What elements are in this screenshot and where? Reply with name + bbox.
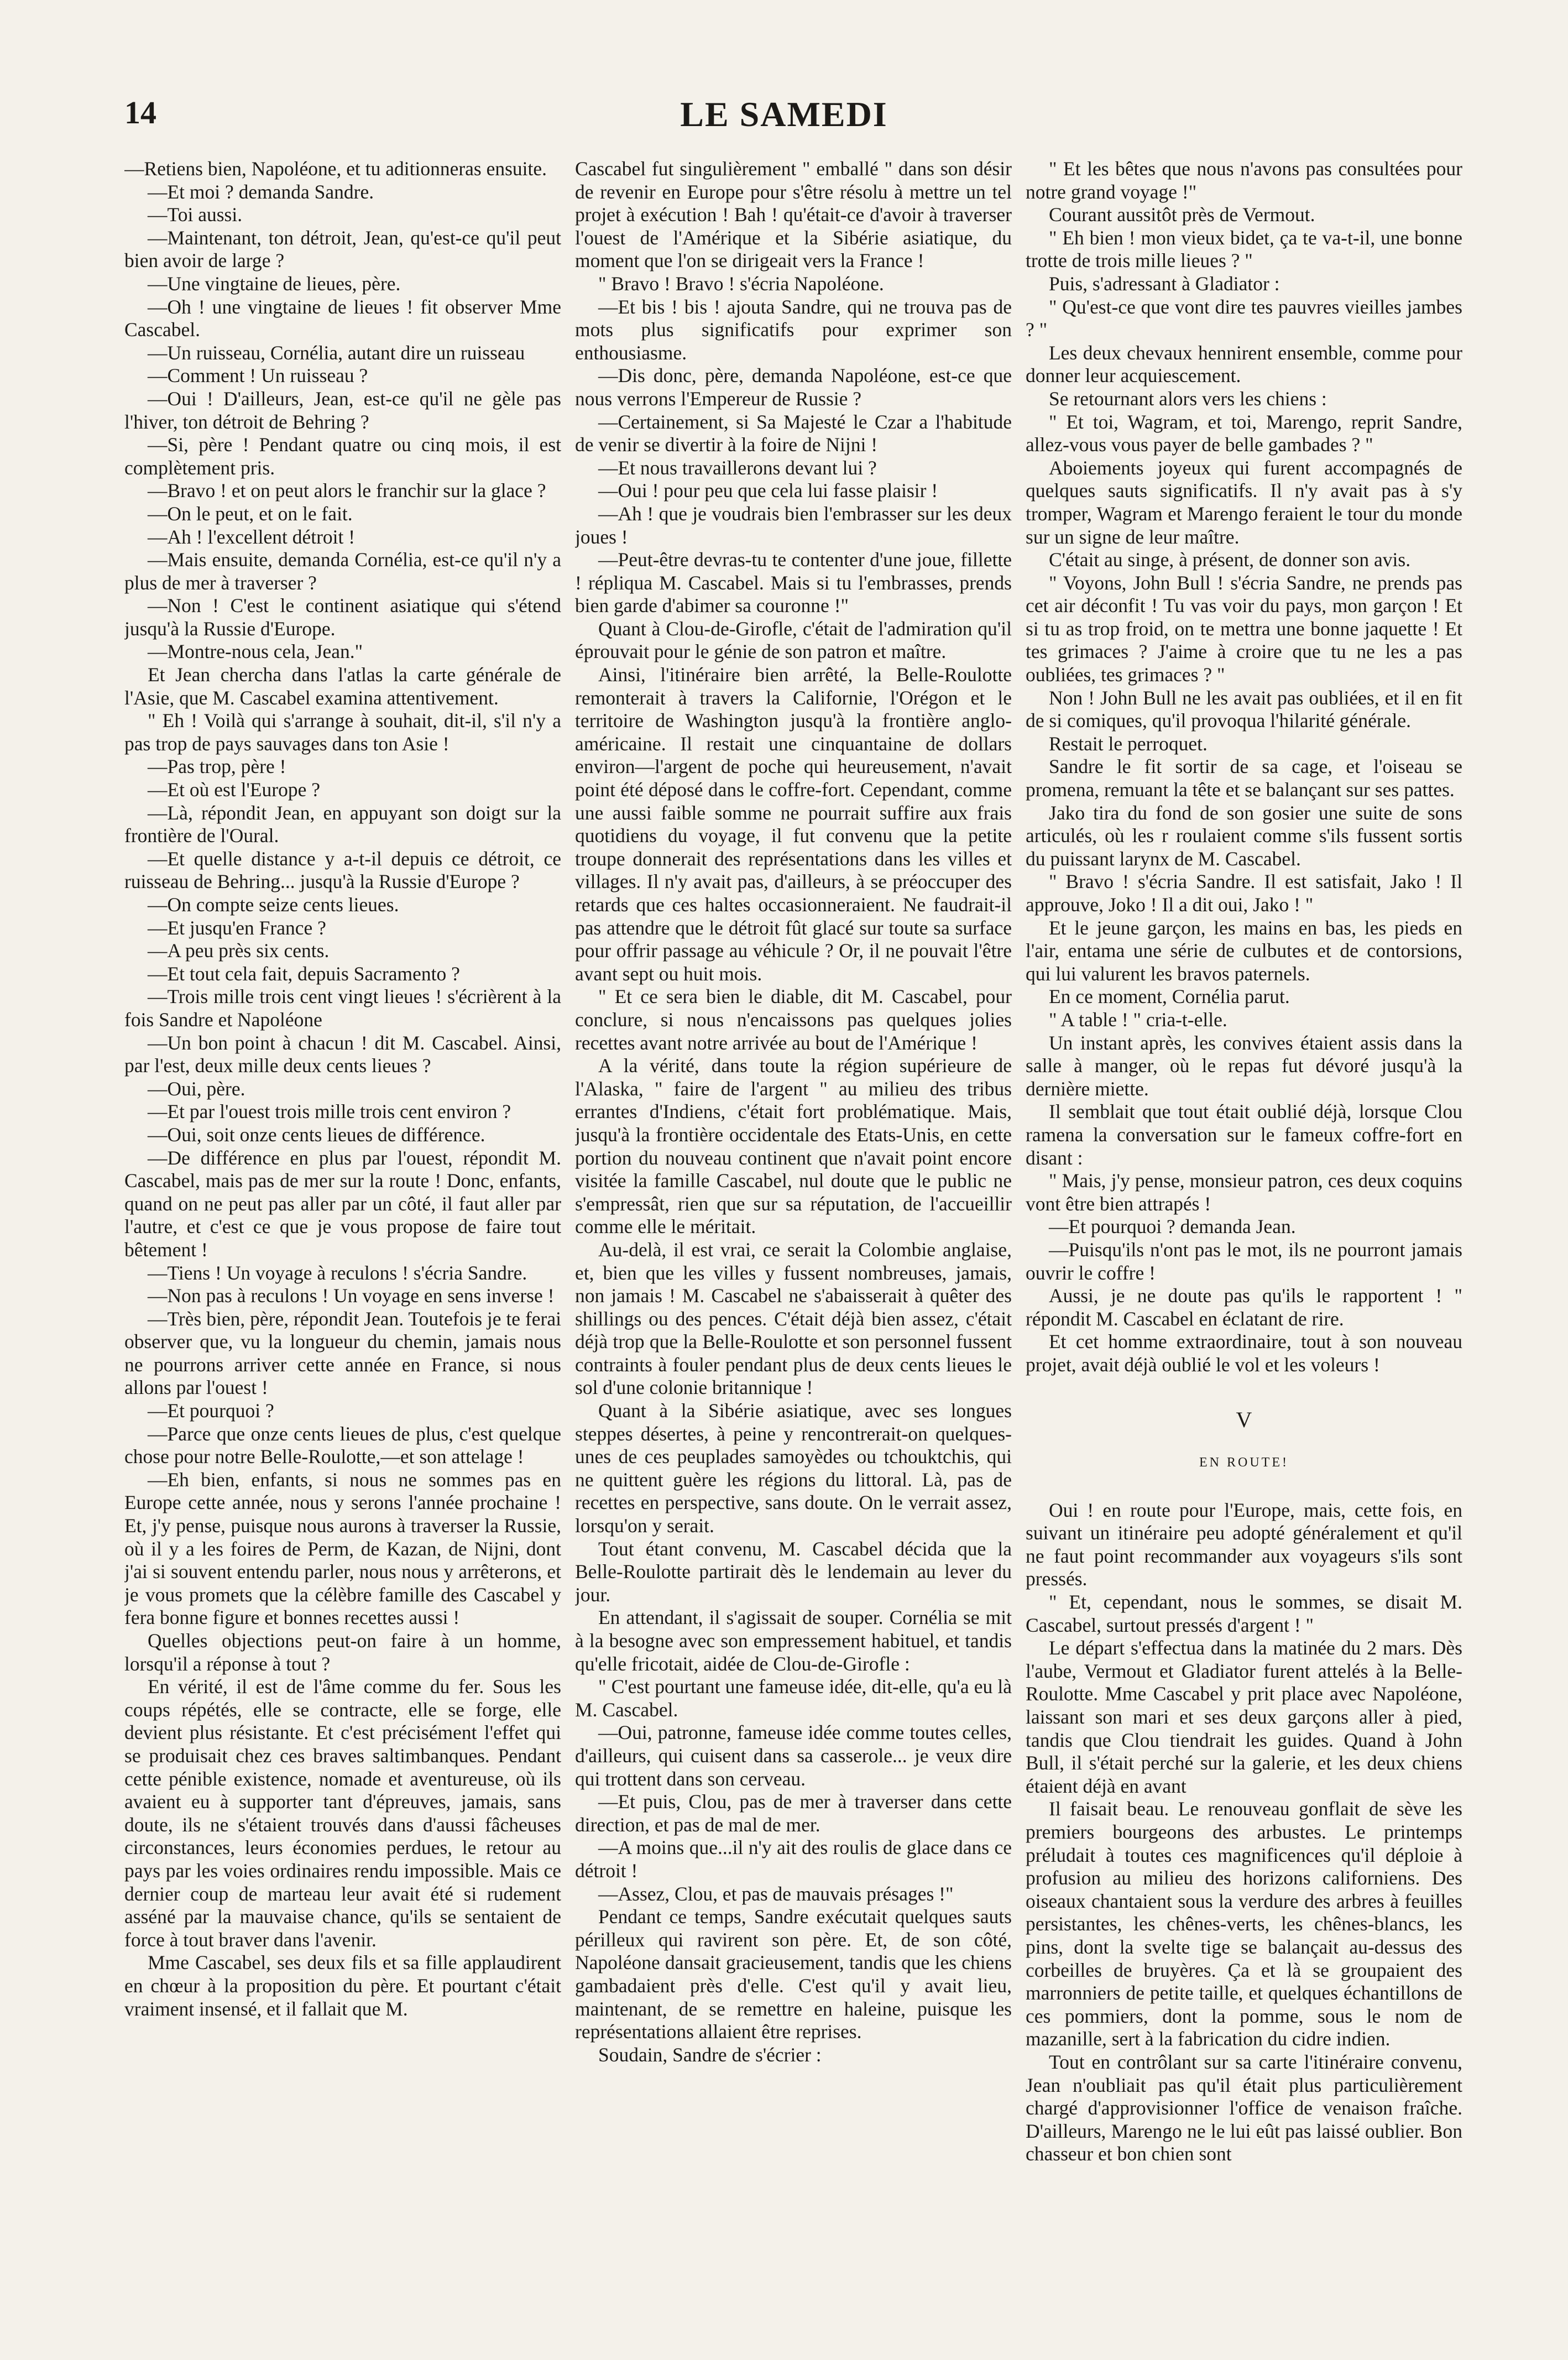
paragraph: —Oui, soit onze cents lieues de différence. bbox=[148, 1123, 485, 1146]
paragraph: —Parce que onze cents lieues de plus, c'est quelque chose pour notre Belle-Roulotte,—et son attelage ! bbox=[124, 1422, 561, 1468]
paragraph: " Eh bien ! mon vieux bidet, ça te va-t-il, une bonne trotte de trois mille lieues ? " bbox=[1026, 226, 1462, 272]
chapter-number: V bbox=[1236, 1407, 1252, 1433]
paragraph: —Oh ! une vingtaine de lieues ! fit observer Mme Cascabel. bbox=[124, 295, 561, 341]
paragraph: —Puisqu'ils n'ont pas le mot, ils ne pourront jamais ouvrir le coffre ! bbox=[1026, 1238, 1462, 1284]
paragraph: " Eh ! Voilà qui s'arrange à souhait, dit-il, s'il n'y a pas trop de pays sauvages dans ton Asie ! bbox=[124, 709, 561, 755]
paragraph: Oui ! en route pour l'Europe, mais, cette fois, en suivant un itinéraire peu adopté généralement et qu'il ne faut point recommander aux voyageurs s'ils sont pressés. bbox=[1026, 1499, 1462, 1590]
paragraph: —Mais ensuite, demanda Cornélia, est-ce qu'il n'y a plus de mer à traverser ? bbox=[124, 549, 561, 594]
paragraph: Courant aussitôt près de Vermout. bbox=[1049, 203, 1315, 226]
paragraph: —Non ! C'est le continent asiatique qui s'étend jusqu'à la Russie d'Europe. bbox=[124, 594, 561, 640]
paragraph: —Comment ! Un ruisseau ? bbox=[148, 364, 368, 387]
paragraph: —Montre-nous cela, Jean." bbox=[148, 640, 363, 663]
paragraph: Sandre le fit sortir de sa cage, et l'oiseau se promena, remuant la tête et se balançant sur ses pattes. bbox=[1026, 755, 1462, 801]
paragraph: " C'est pourtant une fameuse idée, dit-elle, qu'a eu là M. Cascabel. bbox=[575, 1675, 1012, 1721]
text-column-3-top bbox=[1026, 158, 1462, 1376]
paragraph: —Et bis ! bis ! ajouta Sandre, qui ne trouva pas de mots plus significatifs pour exprimer son enthousiasme. bbox=[575, 295, 1012, 364]
paragraph: —Maintenant, ton détroit, Jean, qu'est-ce qu'il peut bien avoir de large ? bbox=[124, 226, 561, 272]
text-column-2 bbox=[575, 158, 1012, 2325]
paragraph: " Et toi, Wagram, et toi, Marengo, reprit Sandre, allez-vous vous payer de belle gambades ? " bbox=[1026, 410, 1462, 456]
paragraph: —A moins que...il n'y ait des roulis de glace dans ce détroit ! bbox=[575, 1836, 1012, 1882]
paragraph: —Eh bien, enfants, si nous ne sommes pas en Europe cette année, nous y serons l'année prochaine ! Et, j'y pense, puisque nous aurons à traverser la Russie, où il y a les foires de Perm, de Kazan, de Nijni, dont j'ai si souvent entendu parler, nous nous y arrêterons, et je vous promets que la célèbre famille des Cascabel y fera bonne figure et bonnes recettes aussi ! bbox=[124, 1468, 561, 1629]
paragraph: —Un bon point à chacun ! dit M. Cascabel. Ainsi, par l'est, deux mille deux cents lieues ? bbox=[124, 1031, 561, 1077]
paragraph: —Et par l'ouest trois mille trois cent environ ? bbox=[148, 1100, 511, 1123]
paragraph: —Assez, Clou, et pas de mauvais présages !" bbox=[598, 1882, 954, 1905]
page-header bbox=[0, 94, 1568, 144]
paragraph: " Voyons, John Bull ! s'écria Sandre, ne prends pas cet air déconfit ! Tu vas voir du pays, mon garçon ! Et si tu as trop froid, on te mettra une bonne jaquette ! Et tes grimaces ? J'aime à croire que tu ne les a pas oubliées, tes grimaces ? " bbox=[1026, 571, 1462, 686]
paragraph: —Toi aussi. bbox=[148, 203, 243, 226]
paragraph: Mme Cascabel, ses deux fils et sa fille applaudirent en chœur à la proposition du père. Et pourtant c'était vraiment insensé, et il fallait que M. bbox=[124, 1951, 561, 2020]
paragraph: Quelles objections peut-on faire à un homme, lorsqu'il a réponse à tout ? bbox=[124, 1630, 561, 1675]
paragraph: —Certainement, si Sa Majesté le Czar a l'habitude de venir se divertir à la foire de Nijni ! bbox=[575, 410, 1012, 456]
paragraph: Et Jean chercha dans l'atlas la carte générale de l'Asie, que M. Cascabel examina attentivement. bbox=[124, 664, 561, 709]
paragraph: En vérité, il est de l'âme comme du fer. Sous les coups répétés, elle se contracte, elle se forge, elle devient plus résistante. Et c'est précisément l'effet qui se produisait chez ces braves saltimbanques. Pendant cette pénible existence, nomade et aventureuse, où ils avaient eu à supporter tant d'épreuves, jamais, sans doute, ils ne s'étaient trouvés dans d'aussi fâcheuses circonstances, leurs économies perdues, le retour au pays par les voies ordinaires rendu impossible. Mais ce dernier coup de marteau leur avait été si rudement asséné par la mauvaise chance, qu'ils se sentaient de force à tout braver dans l'avenir. bbox=[124, 1675, 561, 1951]
paragraph: Les deux chevaux hennirent ensemble, comme pour donner leur acquiescement. bbox=[1026, 341, 1462, 387]
paragraph: Pendant ce temps, Sandre exécutait quelques sauts périlleux qui ravirent son père. Et, de son côté, Napoléone dansait gracieusement, tandis que les chiens gambadaient près d'elle. C'est qu'il y avait lieu, maintenant, de se remettre en haleine, puisque les représentations allaient être reprises. bbox=[575, 1905, 1012, 2043]
paragraph: En ce moment, Cornélia parut. bbox=[1049, 985, 1290, 1008]
running-title: LE SAMEDI bbox=[680, 95, 888, 134]
paragraph: —Et jusqu'en France ? bbox=[148, 916, 326, 939]
paragraph: Le départ s'effectua dans la matinée du 2 mars. Dès l'aube, Vermout et Gladiator furent attelés à la Belle-Roulotte. Mme Cascabel y prit place avec Napoléone, laissant son mari et ses deux garçons aller à pied, tandis que Clou tiendrait les guides. Quand à John Bull, il s'était perché sur la galerie, et les deux chiens étaient déjà en avant bbox=[1026, 1637, 1462, 1797]
paragraph: —On le peut, et on le fait. bbox=[148, 502, 353, 525]
paragraph: —Non pas à reculons ! Un voyage en sens inverse ! bbox=[148, 1285, 555, 1307]
paragraph: —Très bien, père, répondit Jean. Toutefois je te ferai observer que, vu la longueur du chemin, jamais nous ne pourrons arriver cette année en France, si nous allons par l'ouest ! bbox=[124, 1307, 561, 1399]
paragraph: —De différence en plus par l'ouest, répondit M. Cascabel, mais pas de mer sur la route ! Donc, enfants, quand on ne peut pas aller par un côté, il faut aller par l'autre, et c'est ce que je vous propose de faire tout bêtement ! bbox=[124, 1146, 561, 1261]
paragraph: —On compte seize cents lieues. bbox=[148, 894, 399, 916]
paragraph: —Oui ! D'ailleurs, Jean, est-ce qu'il ne gèle pas l'hiver, ton détroit de Behring ? bbox=[124, 387, 561, 433]
paragraph: Soudain, Sandre de s'écrier : bbox=[598, 2043, 822, 2066]
paragraph: Tout en contrôlant sur sa carte l'itinéraire convenu, Jean n'oubliait pas qu'il était plus particulièrement chargé d'approvisionner l'office de venaison fraîche. D'ailleurs, Marengo ne le lui eût pas laissé oublier. Bon chasseur et bon chien sont bbox=[1026, 2050, 1462, 2165]
paragraph: —Pas trop, père ! bbox=[148, 755, 286, 778]
paragraph: Il semblait que tout était oublié déjà, lorsque Clou ramena la conversation sur le fameux coffre-fort en disant : bbox=[1026, 1100, 1462, 1169]
paragraph: Restait le perroquet. bbox=[1049, 732, 1208, 755]
paragraph: —Et pourquoi ? demanda Jean. bbox=[1049, 1215, 1296, 1238]
paragraph: —Et tout cela fait, depuis Sacramento ? bbox=[148, 962, 460, 985]
paragraph: Il faisait beau. Le renouveau gonflait de sève les premiers bourgeons des arbustes. Le printemps préludait à toutes ces magnificences qu'il déploie à profusion au milieu des horizons californiens. Des oiseaux chantaient sous la verdure des arbres à feuilles persistantes, les chênes-verts, les chênes-blancs, les pins, dont la svelte tige se balançait au-dessus des corbeilles de bruyères. Ça et là se groupaient des marronniers de petite taille, et quelques échantillons de ces pommiers, dont la pomme, sous le nom de mazanille, sert à la fabrication du cidre indien. bbox=[1026, 1798, 1462, 2050]
paragraph: —Ah ! l'excellent détroit ! bbox=[148, 525, 356, 548]
paragraph: Ainsi, l'itinéraire bien arrêté, la Belle-Roulotte remonterait à travers la Californie, l'Orégon et le territoire de Washington jusqu'à la frontière anglo-américaine. Il restait une cinquantaine de dollars environ—l'argent de poche qui heureusement, n'avait point été déposé dans le coffre-fort. Cependant, comme une aussi faible somme ne pourrait suffire aux frais quotidiens du voyage, il fut convenu que la petite troupe donnerait des représentations dans les villes et villages. Il n'y avait pas, d'ailleurs, à se préoccuper des retards que ces haltes occasionneraient. Ne faudrait-il pas attendre que le détroit fût glacé sur toute sa surface pour offrir passage au véhicule ? Or, il ne pouvait l'être avant sept ou huit mois. bbox=[575, 664, 1012, 985]
paragraph: —Si, père ! Pendant quatre ou cinq mois, il est complètement pris. bbox=[124, 434, 561, 479]
paragraph: " Qu'est-ce que vont dire tes pauvres vieilles jambes ? " bbox=[1026, 295, 1462, 341]
paragraph: C'était au singe, à présent, de donner son avis. bbox=[1049, 549, 1411, 571]
paragraph: Et le jeune garçon, les mains en bas, les pieds en l'air, entama une série de culbutes et de contorsions, qui lui valurent les bravos paternels. bbox=[1026, 916, 1462, 985]
paragraph: Aussi, je ne doute pas qu'ils le rapportent ! " répondit M. Cascabel en éclatant de rire. bbox=[1026, 1285, 1462, 1330]
paragraph: —Et moi ? demanda Sandre. bbox=[148, 180, 374, 203]
text-column-3 bbox=[1026, 158, 1462, 2325]
paragraph: " Bravo ! s'écria Sandre. Il est satisfait, Jako ! Il approuve, Joko ! Il a dit oui, Jako ! " bbox=[1026, 870, 1462, 916]
paragraph: En attendant, il s'agissait de souper. Cornélia se mit à la besogne avec son empressement habituel, et tandis qu'elle fricotait, aidée de Clou-de-Girofle : bbox=[575, 1606, 1012, 1675]
paragraph: —Et nous travaillerons devant lui ? bbox=[598, 456, 877, 479]
paragraph: " Bravo ! Bravo ! s'écria Napoléone. bbox=[598, 272, 884, 295]
text-column-1 bbox=[124, 158, 561, 2325]
paragraph: " Mais, j'y pense, monsieur patron, ces deux coquins vont être bien attrapés ! bbox=[1026, 1169, 1462, 1215]
paragraph: Tout étant convenu, M. Cascabel décida que la Belle-Roulotte partirait dès le lendemain au lever du jour. bbox=[575, 1537, 1012, 1606]
paragraph: Jako tira du fond de son gosier une suite de sons articulés, où les r roulaient comme s'ils fussent sortis du puissant larynx de M. Cascabel. bbox=[1026, 801, 1462, 870]
paragraph: —Oui ! pour peu que cela lui fasse plaisir ! bbox=[598, 479, 938, 502]
paragraph: Et cet homme extraordinaire, tout à son nouveau projet, avait déjà oublié le vol et les voleurs ! bbox=[1026, 1330, 1462, 1376]
paragraph: —Oui, patronne, fameuse idée comme toutes celles, d'ailleurs, qui cuisent dans sa casserole... je veux dire qui trottent dans son cerveau. bbox=[575, 1721, 1012, 1790]
paragraph: Quant à la Sibérie asiatique, avec ses longues steppes désertes, à peine y rencontrerait-on quelques-unes de ces peuplades samoyèdes ou tchouktchis, qui ne quittent guère les régions du littoral. Là, pas de recettes en perspective, sans doute. On le verrait assez, lorsqu'on y serait. bbox=[575, 1400, 1012, 1537]
chapter-title: EN ROUTE! bbox=[1199, 1455, 1289, 1470]
paragraph: —Une vingtaine de lieues, père. bbox=[148, 272, 401, 295]
paragraph: —Oui, père. bbox=[148, 1077, 245, 1100]
paragraph: Un instant après, les convives étaient assis dans la salle à manger, où le repas fut dévoré jusqu'à la dernière miette. bbox=[1026, 1031, 1462, 1100]
paragraph: A la vérité, dans toute la région supérieure de l'Alaska, " faire de l'argent " au milieu des tribus errantes d'Indiens, c'était fort problématique. Mais, jusqu'à la frontière occidentale des Etats-Unis, en cette portion du nouveau continent que n'avait point encore visitée la famille Cascabel, nul doute que le public ne s'empressât, rien que sur sa réputation, de l'accueillir comme elle le méritait. bbox=[575, 1054, 1012, 1238]
paragraph: Aboiements joyeux qui furent accompagnés de quelques sauts significatifs. Il n'y avait pas à s'y tromper, Wagram et Marengo feraient le tour du monde sur un signe de leur maître. bbox=[1026, 456, 1462, 548]
paragraph: Se retournant alors vers les chiens : bbox=[1049, 387, 1327, 410]
paragraph: —Trois mille trois cent vingt lieues ! s'écrièrent à la fois Sandre et Napoléone bbox=[124, 985, 561, 1031]
text-column-3-bottom bbox=[1026, 1499, 1462, 2166]
paragraph: " Et les bêtes que nous n'avons pas consultées pour notre grand voyage !" bbox=[1026, 158, 1462, 203]
paragraph: —Et pourquoi ? bbox=[148, 1400, 274, 1422]
paragraph: —Là, répondit Jean, en appuyant son doigt sur la frontière de l'Oural. bbox=[124, 801, 561, 847]
paragraph: Cascabel fut singulièrement " emballé " dans son désir de revenir en Europe pour s'être résolu à mettre un tel projet à exécution ! Bah ! qu'était-ce d'avoir à traverser l'ouest de l'Amérique et la Sibérie asiatique, du moment que l'on se dirigeait vers la France ! bbox=[575, 158, 1012, 272]
page-number: 14 bbox=[124, 95, 156, 130]
paragraph: Au-delà, il est vrai, ce serait la Colombie anglaise, et, bien que les villes y fussent nombreuses, jamais, non jamais ! M. Cascabel ne s'abaisserait à quêter des shillings ou des pences. C'était déjà bien assez, c'était déjà trop que la Belle-Roulotte et son personnel fussent contraints à fouler pendant plus de deux cents lieues le sol d'une colonie britannique ! bbox=[575, 1238, 1012, 1399]
paragraph: —Et puis, Clou, pas de mer à traverser dans cette direction, et pas de mal de mer. bbox=[575, 1790, 1012, 1836]
paragraph: " Et, cependant, nous le sommes, se disait M. Cascabel, surtout pressés d'argent ! " bbox=[1026, 1591, 1462, 1636]
paragraph: Puis, s'adressant à Gladiator : bbox=[1049, 272, 1280, 295]
paragraph: —Dis donc, père, demanda Napoléone, est-ce que nous verrons l'Empereur de Russie ? bbox=[575, 364, 1012, 410]
paragraph: —Et quelle distance y a-t-il depuis ce détroit, ce ruisseau de Behring... jusqu'à la Russie d'Europe ? bbox=[124, 847, 561, 893]
paragraph: —Bravo ! et on peut alors le franchir sur la glace ? bbox=[148, 479, 546, 502]
paragraph: —Un ruisseau, Cornélia, autant dire un ruisseau bbox=[148, 341, 525, 364]
paragraph: —Tiens ! Un voyage à reculons ! s'écria Sandre. bbox=[148, 1261, 527, 1284]
paragraph: —Peut-être devras-tu te contenter d'une joue, fillette ! répliqua M. Cascabel. Mais si tu l'embrasses, prends bien garde d'abimer sa couronne !" bbox=[575, 549, 1012, 617]
paragraph: —A peu près six cents. bbox=[148, 939, 330, 962]
paragraph: —Et où est l'Europe ? bbox=[148, 779, 321, 801]
paragraph: " Et ce sera bien le diable, dit M. Cascabel, pour conclure, si nous n'encaissons pas quelques jolies recettes avant notre arrivée au bout de l'Amérique ! bbox=[575, 985, 1012, 1054]
paragraph: Non ! John Bull ne les avait pas oubliées, et il en fit de si comiques, qu'il provoqua l'hilarité générale. bbox=[1026, 686, 1462, 732]
paragraph: —Retiens bien, Napoléone, et tu aditionneras ensuite. bbox=[124, 158, 547, 180]
paragraph: —Ah ! que je voudrais bien l'embrasser sur les deux joues ! bbox=[575, 502, 1012, 548]
paragraph: Quant à Clou-de-Girofle, c'était de l'admiration qu'il éprouvait pour le génie de son patron et maître. bbox=[575, 617, 1012, 663]
paragraph: " A table ! " cria-t-elle. bbox=[1049, 1008, 1227, 1031]
